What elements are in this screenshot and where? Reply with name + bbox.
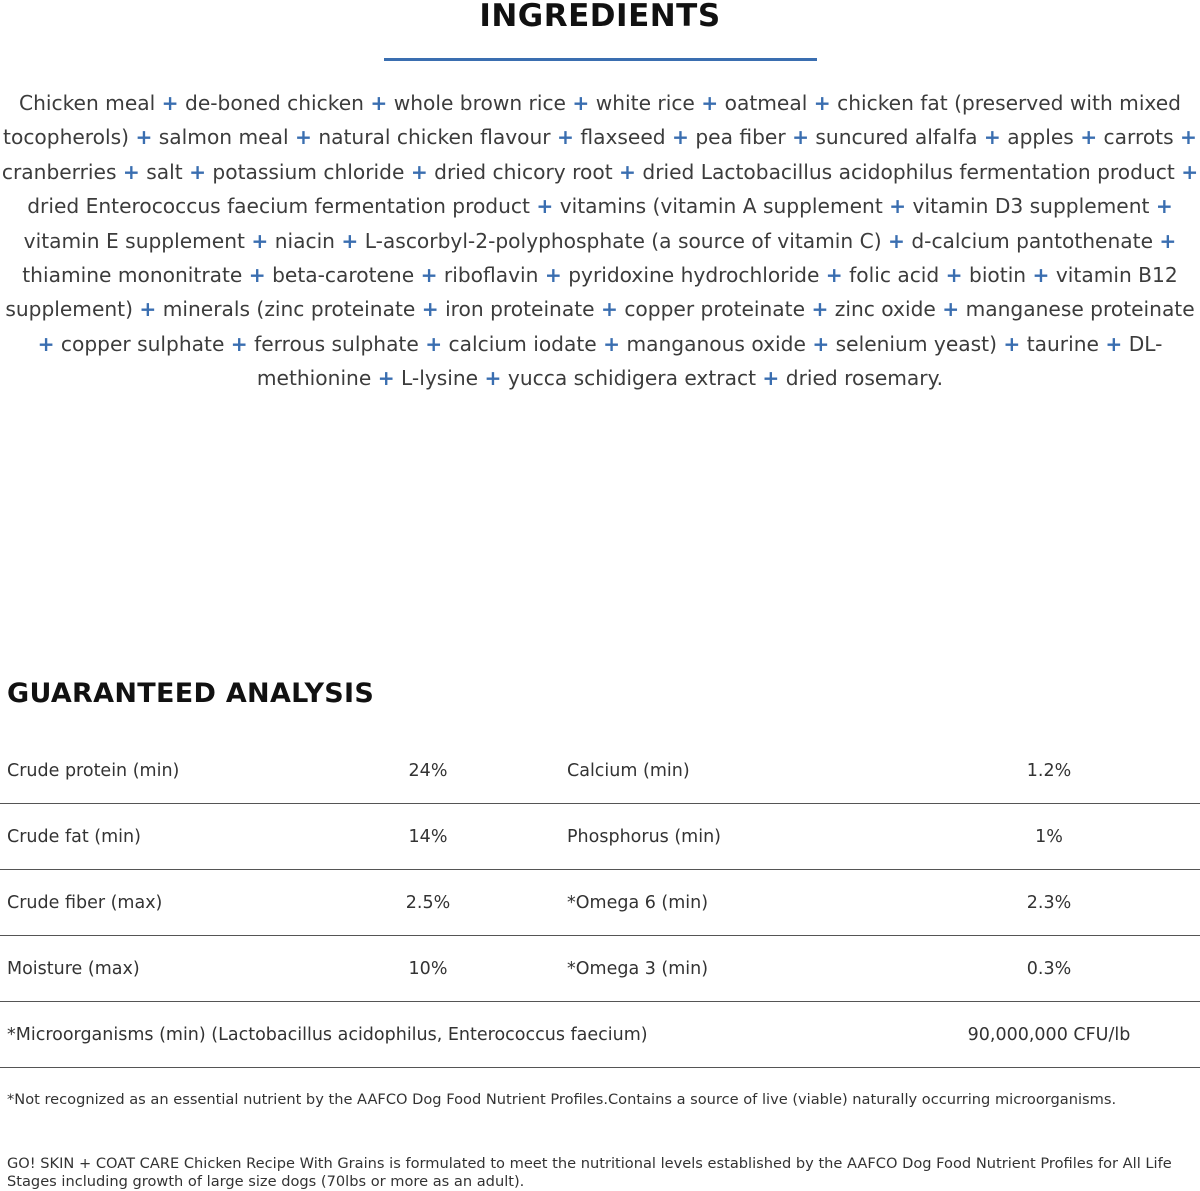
analysis-footnote: *Not recognized as an essential nutrient by the AAFCO Dog Food Nutrient Profiles.Contains a source of live (viable) naturally occurring microorganisms.: [7, 1091, 1117, 1108]
ingredient-item: natural chicken flavour: [318, 125, 551, 150]
plus-separator: +: [161, 91, 179, 115]
ingredient-item: minerals (zinc proteinate: [162, 297, 416, 322]
analysis-row: [0, 870, 1200, 936]
plus-separator: +: [484, 366, 502, 391]
plus-separator: +: [135, 125, 153, 150]
plus-separator: +: [1155, 194, 1173, 219]
ingredient-item: pea fiber: [695, 125, 786, 150]
plus-separator: +: [672, 125, 689, 150]
ingredient-item: potassium chloride: [212, 159, 405, 184]
plus-separator: +: [295, 125, 312, 150]
plus-separator: +: [792, 125, 809, 150]
ingredient-item: biotin: [969, 263, 1027, 288]
plus-separator: +: [701, 91, 719, 115]
plus-separator: +: [762, 366, 780, 391]
ingredient-item: pyridoxine hydrochloride: [568, 263, 820, 288]
plus-separator: +: [603, 331, 621, 356]
nutrient-name: Moisture (max): [7, 959, 140, 979]
ingredient-item: thiamine mononitrate: [22, 263, 243, 288]
analysis-row: [0, 936, 1200, 1002]
nutrient-value: 2.3%: [1026, 893, 1072, 913]
plus-separator: +: [122, 159, 140, 184]
ingredient-item: whole brown rice: [393, 91, 566, 115]
plus-separator: +: [139, 297, 157, 322]
nutrient-name: Crude fat (min): [7, 827, 141, 847]
plus-separator: +: [1032, 263, 1050, 288]
plus-separator: +: [945, 263, 963, 288]
plus-separator: +: [889, 194, 907, 219]
nutrient-name: *Omega 6 (min): [567, 893, 709, 913]
plus-separator: +: [251, 228, 269, 253]
ingredient-item: salt: [146, 159, 183, 184]
plus-separator: +: [600, 297, 618, 322]
nutrient-value: 14%: [408, 827, 448, 847]
analysis-row-microorganisms: [0, 1002, 1200, 1068]
ingredient-item: ferrous sulphate: [254, 331, 419, 356]
plus-separator: +: [983, 125, 1001, 150]
ingredient-item: d-calcium pantothenate: [911, 228, 1153, 253]
ingredient-item: niacin: [274, 228, 335, 253]
plus-separator: +: [888, 228, 905, 253]
nutrient-value: 24%: [408, 761, 448, 781]
plus-separator: +: [425, 331, 443, 356]
nutrient-value: 0.3%: [1026, 959, 1072, 979]
plus-separator: +: [341, 228, 359, 253]
ingredients-title-underline: [384, 58, 817, 61]
plus-separator: +: [370, 91, 388, 115]
ingredient-item: dried Enterococcus faecium fermentation product: [27, 194, 530, 219]
ingredient-item: dried chicory root: [434, 159, 613, 184]
plus-separator: +: [420, 263, 438, 288]
ingredient-item: yucca schidigera extract: [507, 366, 756, 391]
ingredient-item: DL-methionine: [256, 331, 1163, 391]
plus-separator: +: [377, 366, 395, 391]
ingredient-item: zinc oxide: [834, 297, 936, 322]
ingredient-item: white rice: [595, 91, 695, 115]
plus-separator: +: [825, 263, 843, 288]
ingredient-item: dried Lactobacillus acidophilus fermentation product: [642, 159, 1175, 184]
ingredient-item: L-lysine: [401, 366, 479, 391]
ingredient-item: manganese proteinate: [965, 297, 1195, 322]
analysis-row: [0, 804, 1200, 870]
aafco-statement: GO! SKIN + COAT CARE Chicken Recipe With Grains is formulated to meet the nutritional levels established by the AAFCO Dog Food Nutrient Profiles for All Life Stages including growth of large size dogs (70lbs or more as an adult).: [7, 1155, 1172, 1190]
ingredient-item: riboflavin: [443, 263, 539, 288]
plus-separator: +: [536, 194, 554, 219]
ingredient-item: salmon meal: [158, 125, 289, 150]
ingredient-item: copper proteinate: [624, 297, 806, 322]
analysis-row: [0, 738, 1200, 804]
ingredient-item: oatmeal: [724, 91, 808, 115]
plus-separator: +: [1181, 159, 1199, 184]
ingredient-item: selenium yeast): [835, 331, 997, 356]
ingredient-item: L-ascorbyl-2-polyphosphate (a source of vitamin C): [364, 228, 882, 253]
plus-separator: +: [544, 263, 562, 288]
ingredient-item: cranberries: [1, 159, 117, 184]
ingredient-item: copper sulphate: [60, 331, 225, 356]
ingredient-item: beta-carotene: [272, 263, 415, 288]
ingredient-item: suncured alfalfa: [815, 125, 978, 150]
ingredient-item: manganous oxide: [626, 331, 806, 356]
ingredient-item: Chicken meal: [18, 91, 156, 115]
ingredient-item: chicken fat (preserved with mixed tocopherols): [3, 91, 1181, 150]
nutrient-name: Crude fiber (max): [7, 893, 163, 913]
nutrient-value: 1.2%: [1026, 761, 1072, 781]
ingredients-title: INGREDIENTS: [479, 0, 721, 34]
plus-separator: +: [557, 125, 574, 150]
nutrient-name: Phosphorus (min): [567, 827, 721, 847]
plus-separator: +: [942, 297, 960, 322]
ingredient-item: dried rosemary.: [785, 366, 944, 391]
ingredient-item: folic acid: [849, 263, 940, 288]
plus-separator: +: [421, 297, 439, 322]
ingredient-item: iron proteinate: [445, 297, 595, 322]
plus-separator: +: [619, 159, 636, 184]
ingredient-item: vitamin E supplement: [23, 228, 245, 253]
ingredient-item: vitamins (vitamin A supplement: [559, 194, 883, 219]
nutrient-name: Calcium (min): [567, 761, 690, 781]
ingredient-item: taurine: [1026, 331, 1099, 356]
nutrient-value: 90,000,000 CFU/lb: [967, 1025, 1131, 1045]
ingredient-item: de-boned chicken: [185, 91, 364, 115]
ingredient-item: vitamin D3 supplement: [912, 194, 1150, 219]
guaranteed-analysis-table: [0, 738, 1200, 1068]
plus-separator: +: [248, 263, 266, 288]
nutrient-value: 1%: [1035, 827, 1063, 847]
ingredient-item: vitamin B12 supplement): [5, 263, 1178, 322]
plus-separator: +: [1105, 331, 1123, 356]
plus-separator: +: [410, 159, 428, 184]
plus-separator: +: [37, 331, 55, 356]
nutrient-value: 10%: [408, 959, 448, 979]
plus-separator: +: [230, 331, 248, 356]
plus-separator: +: [1159, 228, 1177, 253]
ingredient-item: flaxseed: [580, 125, 666, 150]
plus-separator: +: [1180, 125, 1197, 150]
ingredient-item: carrots: [1103, 125, 1174, 150]
nutrient-value: 2.5%: [405, 893, 451, 913]
plus-separator: +: [1080, 125, 1098, 150]
guaranteed-analysis-title: GUARANTEED ANALYSIS: [7, 678, 375, 709]
plus-separator: +: [572, 91, 590, 115]
nutrient-name: Crude protein (min): [7, 761, 180, 781]
plus-separator: +: [1003, 331, 1021, 356]
plus-separator: +: [811, 297, 829, 322]
ingredient-item: calcium iodate: [448, 331, 597, 356]
ingredient-item: apples: [1007, 125, 1074, 150]
nutrient-name: *Microorganisms (min) (Lactobacillus acidophilus, Enterococcus faecium): [7, 1025, 648, 1045]
plus-separator: +: [812, 331, 830, 356]
plus-separator: +: [813, 91, 831, 115]
plus-separator: +: [189, 159, 206, 184]
nutrient-name: *Omega 3 (min): [567, 959, 709, 979]
ingredients-list: [0, 86, 1200, 396]
